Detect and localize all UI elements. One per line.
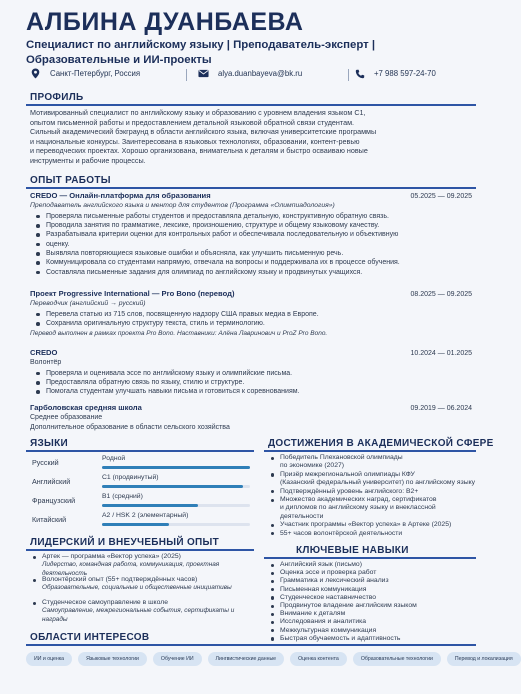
achievement-item: Победитель Плехановской олимпиады по экономике (2027) [268, 454, 476, 471]
job-bullets [30, 310, 472, 329]
job-bullet: Проверяла и оценивала эссе по английскому языку и олимпийские письма. [30, 369, 472, 378]
language-name: Китайский [32, 515, 67, 524]
language-level-bar [102, 504, 250, 507]
title-line: Специалист по английскому языку | Преподаватель-эксперт | [26, 39, 376, 51]
language-level-bar [102, 466, 250, 469]
job-role: Среднее образование [30, 414, 103, 422]
interest-chip: Обучение ИИ [153, 652, 202, 666]
language-name: Французский [32, 496, 76, 505]
language-level-fill [102, 466, 250, 469]
interest-chip: Лингвистические данные [208, 652, 285, 666]
phone-text: +7 988 597-24-70 [374, 69, 436, 78]
skill-item: Письменная коммуникация [268, 586, 476, 594]
language-level-fill [102, 485, 243, 488]
job-role: Переводчик (английский → русский) [30, 300, 146, 308]
section-divider [26, 104, 476, 106]
job-date: 05.2025 — 09.2025 [410, 193, 472, 200]
section-divider [264, 557, 476, 559]
achievements-list [268, 454, 476, 538]
job-title: Проект Progressive International — Pro Bono (перевод) [30, 289, 235, 298]
skill-item: Быстрая обучаемость и адаптивность [268, 635, 476, 643]
leadership-item [30, 576, 260, 593]
job-bullet: Составляла письменные задания для олимпиад по английскому языку и продвинутых учащихся. [30, 268, 472, 277]
language-row [30, 493, 230, 513]
leadership-title: Студенческое самоуправление в школе [30, 599, 260, 607]
job-entry [30, 289, 472, 339]
profile-line: Сильный академический бэкграунд в области английского языка, включая университетские программы [30, 127, 377, 137]
job-role: Волонтёр [30, 359, 62, 367]
leadership-desc: Образовательные, социальные и общественные инициативы [42, 584, 232, 592]
job-title: Гарболовская средняя школа [30, 403, 142, 412]
location-pin-icon [30, 68, 41, 79]
achievement-item: Участник программы «Вектор успеха» в Артеке (2025) [268, 521, 476, 529]
leadership-title: Волонтёрский опыт (55+ подтверждённых часов) [30, 576, 260, 584]
candidate-title [26, 38, 466, 68]
language-level: Родной [102, 455, 126, 462]
contact-phone[interactable] [354, 68, 436, 79]
skill-item: Оценка эссе и проверка работ [268, 569, 476, 577]
job-title: CREDO — Онлайн-платформа для образования [30, 191, 211, 200]
job-bullet-continuation: оценку. [30, 240, 472, 249]
job-role-extra: Дополнительное образование в области сельского хозяйства [30, 423, 230, 431]
profile-line: Мотивированный специалист по английскому языку и образованию с уровнем владения языком C1, [30, 108, 366, 117]
achievement-item: Призёр межрегиональной олимпиады КФУ (Казанский федеральный университет) по английскому языку [268, 471, 476, 488]
location-text: Санкт-Петербург, Россия [50, 69, 141, 78]
language-row [30, 474, 230, 494]
language-row [30, 512, 230, 532]
section-heading-achievements: ДОСТИЖЕНИЯ В АКАДЕМИЧЕСКОЙ СФЕРЕ [268, 438, 494, 449]
mail-icon [198, 68, 209, 79]
leadership-title: Артек — программа «Вектор успеха» (2025) [30, 553, 260, 561]
skill-item: Исследования и аналитика [268, 618, 476, 626]
job-bullet: Предоставляла обратную связь по языку, стилю и структуре. [30, 378, 472, 387]
job-bullets [30, 212, 472, 277]
interest-chip: ИИ и оценка [26, 652, 72, 666]
job-bullet: Коммуницировала со студентами напрямую, отвечала на вопросы и поддерживала их в процессе обучения. [30, 258, 472, 267]
interest-chips [26, 652, 513, 666]
job-date: 09.2019 — 06.2024 [410, 405, 472, 412]
language-level: B1 (средний) [102, 493, 143, 500]
achievement-item: Подтверждённый уровень английского: B2+ [268, 488, 476, 496]
leadership-desc: Лидерство, командная работа, коммуникация, проектная деятельность [42, 561, 220, 577]
job-bullet: Разрабатывала критерии оценки для контрольных работ и обеспечивала последовательную и объективную [30, 230, 472, 239]
contact-bar [26, 68, 476, 84]
section-divider [26, 644, 476, 646]
job-role: Преподаватель английского языка и ментор для студентов (Программа «Олимпиадология») [30, 202, 335, 210]
section-divider [26, 450, 254, 452]
job-entry [30, 403, 472, 432]
skill-item: Межкультурная коммуникация [268, 627, 476, 635]
candidate-name: АЛБИНА ДУАНБАЕВА [26, 8, 304, 36]
section-heading-experience: ОПЫТ РАБОТЫ [30, 175, 111, 186]
leadership-item [30, 553, 260, 578]
leadership-item [30, 599, 260, 624]
job-entry [30, 191, 472, 277]
interest-chip: Перевод и локализация [447, 652, 521, 666]
profile-line: и переводческих проектах. Хорошо организована, внимательна к деталям и быстро осваиваю новые [30, 146, 368, 156]
leadership-desc: Самоуправление, межрегиональные события, сертификаты и награды [42, 607, 235, 623]
contact-location [30, 68, 140, 79]
achievement-item: Множество академических наград, сертификатов и дипломов по английскому языку и внеклассной деятельности [268, 496, 476, 521]
language-row [30, 455, 230, 475]
skill-item: Грамматика и лексический анализ [268, 577, 476, 585]
job-bullets [30, 369, 472, 397]
job-bullet: Проверяла письменные работы студентов и предоставляла детальную, конструктивную обратную связь. [30, 212, 472, 221]
skills-list [268, 561, 476, 643]
title-line: Образовательные и ИИ-проекты [26, 54, 212, 66]
language-level-bar [102, 485, 250, 488]
job-date: 08.2025 — 09.2025 [410, 291, 472, 298]
job-bullet: Выявляла повторяющиеся языковые ошибки и объясняла, как улучшить письменную речь. [30, 249, 472, 258]
job-note: Перевод выполнен в рамках проекта Pro Bono. Наставники: Алёна Лавринович и ProZ Pro Bono. [30, 330, 328, 338]
job-date: 10.2024 — 01.2025 [410, 350, 472, 357]
section-heading-leadership: ЛИДЕРСКИЙ И ВНЕУЧЕБНЫЙ ОПЫТ [30, 537, 220, 548]
profile-summary [30, 108, 470, 166]
language-name: Русский [32, 458, 59, 467]
phone-icon [354, 68, 365, 79]
section-heading-languages: ЯЗЫКИ [30, 438, 69, 449]
contact-email[interactable] [198, 68, 302, 79]
job-title: CREDO [30, 348, 58, 357]
interest-chip: Образовательные технологии [353, 652, 441, 666]
profile-line: инструменты и рабочие процессы. [30, 155, 146, 165]
section-divider [264, 450, 476, 452]
email-link: alya.duanbayeva@bk.ru [218, 69, 303, 78]
section-heading-interests: ОБЛАСТИ ИНТЕРЕСОВ [30, 632, 150, 643]
job-bullet: Проводила занятия по грамматике, лексике, произношению, структуре и общему языковому качеству. [30, 221, 472, 230]
language-name: Английский [32, 477, 71, 486]
section-heading-skills: КЛЮЧЕВЫЕ НАВЫКИ [296, 545, 409, 556]
profile-line: и национальные конкурсы. Заинтересована в языковых технологиях, образовании, контент-ревью [30, 136, 360, 146]
language-level-bar [102, 523, 250, 526]
section-divider [26, 187, 476, 189]
section-heading-profile: ПРОФИЛЬ [30, 92, 84, 103]
language-level-fill [102, 504, 198, 507]
job-bullet: Сохранила оригинальную структуру текста, стиль и терминологию. [30, 319, 472, 328]
job-entry [30, 348, 472, 397]
skill-item: Внимание к деталям [268, 610, 476, 618]
contact-divider [348, 69, 349, 81]
language-level-fill [102, 523, 169, 526]
skill-item: Продвинутое владение английским языком [268, 602, 476, 610]
skill-item: Английский язык (письмо) [268, 561, 476, 569]
contact-divider [186, 69, 187, 81]
profile-line: опытом письменной работы и предоставлением детальной языковой обратной связи студентам. [30, 117, 355, 127]
skill-item: Студенческое наставничество [268, 594, 476, 602]
section-divider [26, 549, 254, 551]
achievement-item: 55+ часов волонтёрской деятельности [268, 530, 476, 538]
interest-chip: Языковые технологии [78, 652, 147, 666]
language-level: C1 (продвинутый) [102, 474, 159, 481]
job-bullet: Перевела статью из 715 слов, посвященную надзору США правых медиа в Европе. [30, 310, 472, 319]
interest-chip: Оценка контента [290, 652, 347, 666]
job-bullet: Помогала студентам улучшать навыки письма и готовиться к соревнованиям. [30, 387, 472, 396]
language-level: A2 / HSK 2 (элементарный) [102, 512, 189, 519]
